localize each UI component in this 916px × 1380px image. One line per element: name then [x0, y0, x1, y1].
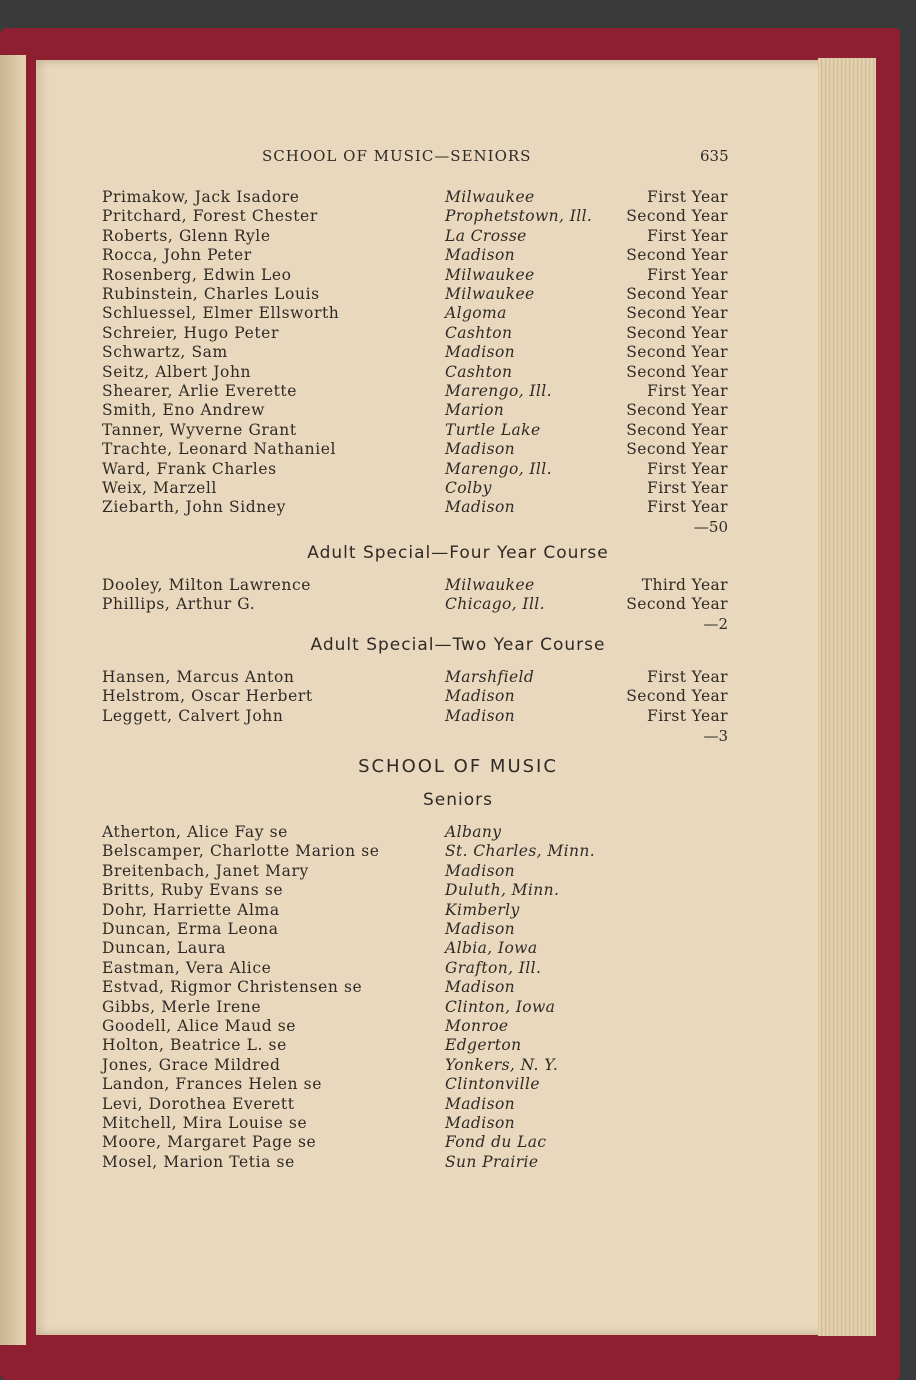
list-item	[0, 343, 916, 362]
student-town: Edgerton	[445, 1036, 522, 1055]
student-town: Fond du Lac	[445, 1133, 547, 1152]
student-year: Second Year	[626, 440, 728, 459]
list-item	[0, 939, 916, 958]
student-name: Duncan, Erma Leona	[102, 920, 279, 938]
student-town: Yonkers, N. Y.	[445, 1055, 559, 1074]
student-name: Moore, Margaret Page se	[102, 1133, 317, 1152]
student-town: Madison	[445, 1114, 516, 1132]
student-name: Atherton, Alice Fay se	[102, 823, 288, 841]
student-name: Pritchard, Forest Chester	[102, 207, 318, 226]
student-name: Britts, Ruby Evans se	[102, 881, 284, 900]
student-year: First Year	[647, 498, 728, 517]
section-heading: SCHOOL OF MUSIC	[358, 756, 558, 777]
student-name: Rosenberg, Edwin Leo	[102, 265, 292, 284]
student-name: Ziebarth, John Sidney	[102, 498, 286, 517]
student-town: Chicago, Ill.	[445, 595, 545, 614]
student-name: Seitz, Albert John	[102, 362, 252, 381]
student-year: Second Year	[626, 595, 728, 614]
list-item	[0, 188, 916, 207]
list-item	[0, 920, 916, 939]
list-item	[0, 479, 916, 498]
student-town: Madison	[445, 920, 516, 938]
student-town: Cashton	[445, 323, 513, 342]
student-name: Leggett, Calvert John	[102, 706, 284, 725]
student-name: Holton, Beatrice L. se	[102, 1036, 287, 1055]
list-item	[0, 1056, 916, 1075]
student-town: Marion	[445, 401, 505, 420]
student-town: La Crosse	[445, 226, 527, 245]
list-item	[0, 304, 916, 323]
student-town: Marengo, Ill.	[445, 459, 552, 478]
student-year: First Year	[647, 479, 728, 497]
student-year: Second Year	[626, 323, 728, 342]
student-town: Sun Prairie	[445, 1152, 539, 1171]
student-name: Primakow, Jack Isadore	[102, 188, 300, 206]
student-town: Grafton, Ill.	[445, 958, 542, 977]
list-item	[0, 823, 916, 842]
student-name: Estvad, Rigmor Christensen se	[102, 978, 363, 997]
student-year: Second Year	[626, 304, 728, 323]
student-town: Prophetstown, Ill.	[445, 207, 593, 226]
student-town: Madison	[445, 706, 516, 725]
student-town: Milwaukee	[445, 576, 535, 594]
list-item	[0, 363, 916, 382]
student-town: Turtle Lake	[445, 420, 541, 439]
student-year: Second Year	[626, 285, 728, 303]
list-item	[0, 1095, 916, 1114]
student-name: Schwartz, Sam	[102, 343, 228, 362]
student-town: Milwaukee	[445, 285, 535, 303]
student-name: Rubinstein, Charles Louis	[102, 285, 320, 303]
list-item	[0, 1133, 916, 1152]
student-name: Shearer, Arlie Everette	[102, 382, 298, 400]
student-name: Jones, Grace Mildred	[102, 1055, 281, 1074]
list-item	[0, 460, 916, 479]
student-year: Second Year	[626, 401, 728, 420]
student-name: Roberts, Glenn Ryle	[102, 226, 271, 245]
student-year: First Year	[647, 265, 728, 284]
student-town: Albia, Iowa	[445, 939, 538, 958]
student-town: Monroe	[445, 1017, 509, 1035]
student-town: Madison	[445, 440, 516, 459]
student-year: First Year	[647, 459, 728, 478]
student-year: Second Year	[626, 420, 728, 439]
list-item	[0, 978, 916, 997]
list-item	[0, 959, 916, 978]
section-total: —2	[703, 615, 728, 633]
list-item	[0, 266, 916, 285]
student-town: Madison	[445, 687, 516, 706]
section-heading: Adult Special—Four Year Course	[307, 543, 609, 563]
list-item	[0, 881, 916, 900]
student-name: Duncan, Laura	[102, 939, 227, 958]
list-item	[0, 246, 916, 265]
student-name: Mosel, Marion Tetia se	[102, 1152, 295, 1171]
student-town: Milwaukee	[445, 265, 535, 284]
list-item	[0, 707, 916, 726]
student-year: Second Year	[626, 687, 728, 706]
student-year: Second Year	[626, 362, 728, 381]
student-name: Gibbs, Merle Irene	[102, 997, 262, 1016]
student-town: Clintonville	[445, 1075, 540, 1094]
list-item	[0, 421, 916, 440]
student-year: Second Year	[626, 343, 728, 362]
student-town: Madison	[445, 246, 516, 265]
student-year: First Year	[647, 382, 728, 400]
list-item	[0, 1075, 916, 1094]
student-name: Phillips, Arthur G.	[102, 595, 256, 614]
list-item	[0, 1036, 916, 1055]
student-name: Rocca, John Peter	[102, 246, 252, 265]
list-item	[0, 324, 916, 343]
student-town: Colby	[445, 479, 492, 497]
student-name: Ward, Frank Charles	[102, 459, 277, 478]
list-item	[0, 668, 916, 687]
list-item	[0, 687, 916, 706]
student-town: Cashton	[445, 362, 513, 381]
student-name: Schluessel, Elmer Ellsworth	[102, 304, 340, 323]
student-year: First Year	[647, 226, 728, 245]
student-name: Goodell, Alice Maud se	[102, 1017, 297, 1035]
running-head-title: SCHOOL OF MUSIC—SENIORS	[262, 147, 532, 165]
student-town: Madison	[445, 343, 516, 362]
student-name: Mitchell, Mira Louise se	[102, 1114, 308, 1132]
student-name: Helstrom, Oscar Herbert	[102, 687, 313, 706]
student-town: Kimberly	[445, 900, 520, 919]
student-year: Second Year	[626, 246, 728, 265]
student-name: Tanner, Wyverne Grant	[102, 420, 297, 439]
list-item	[0, 1114, 916, 1133]
student-name: Belscamper, Charlotte Marion se	[102, 842, 380, 861]
student-name: Dooley, Milton Lawrence	[102, 576, 312, 594]
student-town: Madison	[445, 1094, 516, 1113]
student-year: First Year	[647, 188, 728, 206]
section-heading: Adult Special—Two Year Course	[310, 635, 606, 655]
student-year: Second Year	[626, 207, 728, 226]
list-item	[0, 1017, 916, 1036]
student-name: Landon, Frances Helen se	[102, 1075, 322, 1094]
student-name: Eastman, Vera Alice	[102, 958, 272, 977]
student-year: First Year	[647, 668, 728, 686]
student-town: Algoma	[445, 304, 507, 323]
student-town: Marshfield	[445, 668, 535, 686]
student-name: Hansen, Marcus Anton	[102, 668, 295, 686]
list-item	[0, 595, 916, 614]
student-town: Madison	[445, 978, 516, 997]
student-town: Marengo, Ill.	[445, 382, 552, 400]
section-total: —50	[693, 518, 728, 536]
list-item	[0, 576, 916, 595]
list-item	[0, 901, 916, 920]
student-town: Clinton, Iowa	[445, 997, 556, 1016]
list-item	[0, 842, 916, 861]
student-name: Breitenbach, Janet Mary	[102, 861, 309, 880]
list-item	[0, 498, 916, 517]
list-item	[0, 440, 916, 459]
list-item	[0, 862, 916, 881]
list-item	[0, 207, 916, 226]
page-number: 635	[700, 147, 729, 165]
student-name: Smith, Eno Andrew	[102, 401, 266, 420]
student-name: Schreier, Hugo Peter	[102, 323, 279, 342]
list-item	[0, 1153, 916, 1172]
list-item	[0, 998, 916, 1017]
list-item	[0, 227, 916, 246]
student-town: Madison	[445, 498, 516, 517]
student-town: Milwaukee	[445, 188, 535, 206]
student-town: Madison	[445, 861, 516, 880]
student-town: St. Charles, Minn.	[445, 842, 596, 861]
student-year: First Year	[647, 706, 728, 725]
section-subheading: Seniors	[423, 790, 493, 810]
student-name: Levi, Dorothea Everett	[102, 1094, 295, 1113]
list-item	[0, 382, 916, 401]
list-item	[0, 285, 916, 304]
student-name: Trachte, Leonard Nathaniel	[102, 440, 337, 459]
student-town: Albany	[445, 823, 502, 841]
list-item	[0, 401, 916, 420]
student-year: Third Year	[641, 576, 728, 594]
student-name: Weix, Marzell	[102, 479, 217, 497]
student-name: Dohr, Harriette Alma	[102, 900, 280, 919]
student-town: Duluth, Minn.	[445, 881, 560, 900]
section-total: —3	[703, 727, 728, 745]
